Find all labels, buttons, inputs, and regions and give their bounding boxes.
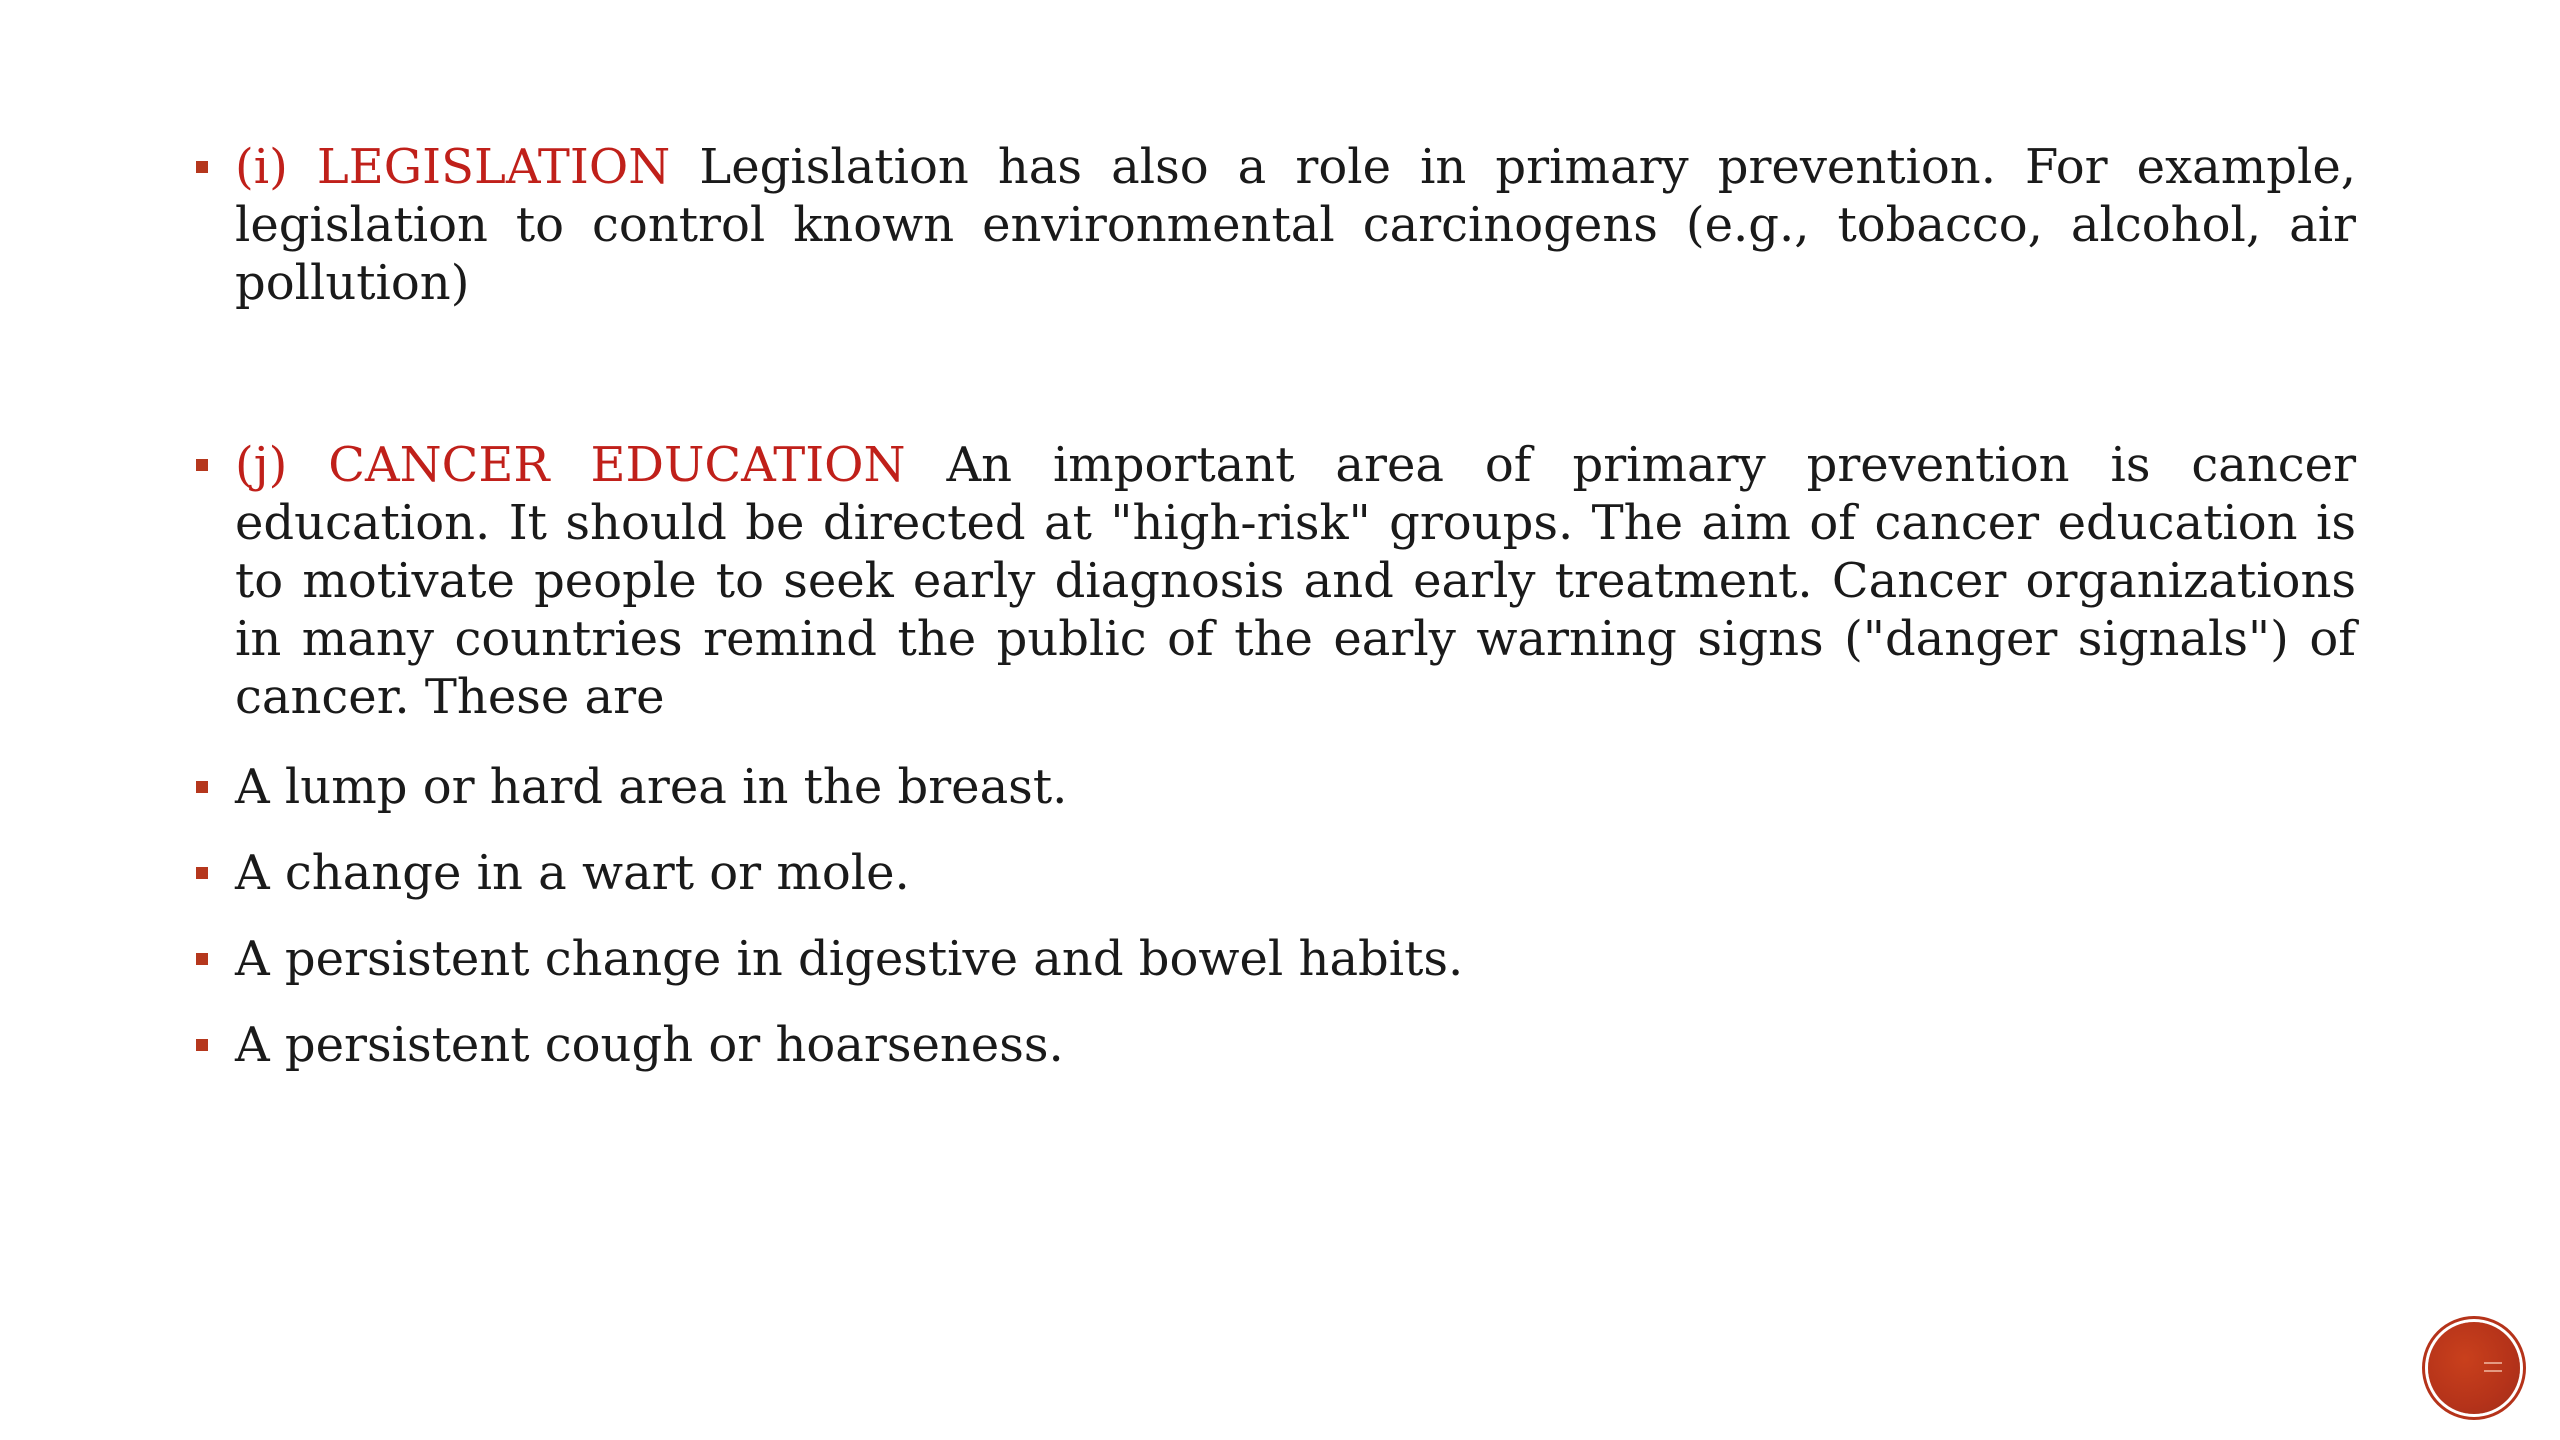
square-bullet-icon: [196, 953, 208, 965]
bullet-heading: (i) LEGISLATION: [235, 139, 671, 195]
bullet-wart-mole: [196, 844, 2356, 902]
slide-content: [196, 138, 2356, 1074]
bullet-heading: (j) CANCER EDUCATION: [235, 437, 906, 493]
square-bullet-icon: [196, 459, 208, 471]
square-bullet-icon: [196, 867, 208, 879]
slide-number-mark: [2484, 1362, 2502, 1372]
bullet-text: [235, 138, 2356, 312]
bullet-legislation: [196, 138, 2356, 312]
circle-button-icon[interactable]: [2428, 1322, 2520, 1414]
bullet-cough: [196, 1016, 2356, 1074]
bullet-body: A change in a wart or mole.: [235, 845, 910, 901]
bullet-body: An important area of primary prevention is cancer education. It should be directed at "high-risk" groups. The aim of cancer education is to motivate people to seek early diagnosis and early treatment. Cancer organizations in many countries remind the public of the early warning signs ("danger signals") of cancer. These are: [235, 437, 2357, 725]
bullet-text: [235, 436, 2356, 726]
bullet-cancer-education: [196, 436, 2356, 726]
square-bullet-icon: [196, 161, 208, 173]
bullet-digestive-habits: [196, 930, 2356, 988]
bullet-body: A persistent change in digestive and bowel habits.: [235, 931, 1464, 987]
square-bullet-icon: [196, 781, 208, 793]
bullet-body: A persistent cough or hoarseness.: [235, 1017, 1064, 1073]
square-bullet-icon: [196, 1039, 208, 1051]
bullet-body: Legislation has also a role in primary prevention. For example, legislation to control known environmental carcinogens (e.g., tobacco, alcohol, air pollution): [235, 139, 2357, 311]
bullet-body: A lump or hard area in the breast.: [235, 759, 1068, 815]
bullet-breast-lump: [196, 758, 2356, 816]
